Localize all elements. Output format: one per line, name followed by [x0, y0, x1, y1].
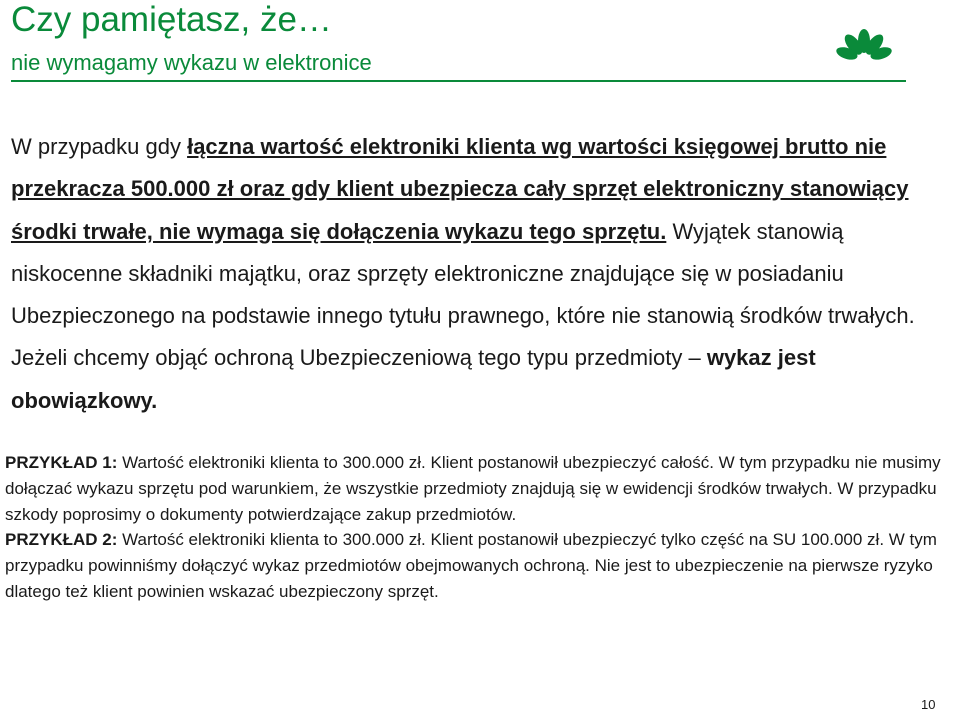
example-label: PRZYKŁAD 2:	[5, 530, 118, 550]
example-text: Wartość elektroniki klienta to 300.000 zł. Klient postanowił ubezpieczyć tylko część na SU 100.000 zł. W tym przypadku powinniśmy dołączyć wykaz przedmiotów obejmowanych ochroną. Nie jest to ubezpieczenie na pierwsze ryzyko dlatego też klient powinien wskazać ubezpieczony sprzęt.	[5, 530, 937, 601]
page-title: Czy pamiętasz, że…	[11, 0, 332, 39]
example-2	[5, 527, 955, 604]
leaf-fan-logo-icon	[829, 28, 899, 68]
example-1	[5, 450, 955, 527]
page-number: 10	[921, 697, 936, 712]
bold-condition-text: łączna wartość elektroniki klienta wg wartości księgowej brutto nie przekracza 500.000 zł oraz gdy klient ubezpiecza cały sprzęt elektroniczny stanowiący środki trwałe, nie wymaga się dołączenia wykazu tego sprzętu.	[11, 134, 909, 244]
example-text: Wartość elektroniki klienta to 300.000 zł. Klient postanowił ubezpieczyć całość. W tym przypadku nie musimy dołączać wykazu sprzętu pod warunkiem, że wszystkie przedmioty znajdują się w ewidencji środków trwałych. W przypadku szkody poprosimy o dokumenty potwierdzające zakup przedmiotów.	[5, 453, 941, 524]
main-paragraph	[11, 126, 921, 422]
mandatory-statement: wykaz jest obowiązkowy.	[11, 345, 816, 413]
intro-text: W przypadku gdy	[11, 134, 188, 159]
exception-text: Wyjątek stanowią niskocenne składniki majątku, oraz sprzęty elektroniczne znajdujące się w posiadaniu Ubezpieczonego na podstawie innego tytułu prawnego, które nie stanowią środków trwałych. Jeżeli chcemy objąć ochroną Ubezpieczeniową tego typu przedmioty –	[11, 218, 915, 371]
header-divider	[11, 80, 906, 82]
example-label: PRZYKŁAD 1:	[5, 453, 118, 472]
examples-block	[5, 450, 955, 605]
page-subtitle: nie wymagamy wykazu w elektronice	[11, 50, 372, 75]
